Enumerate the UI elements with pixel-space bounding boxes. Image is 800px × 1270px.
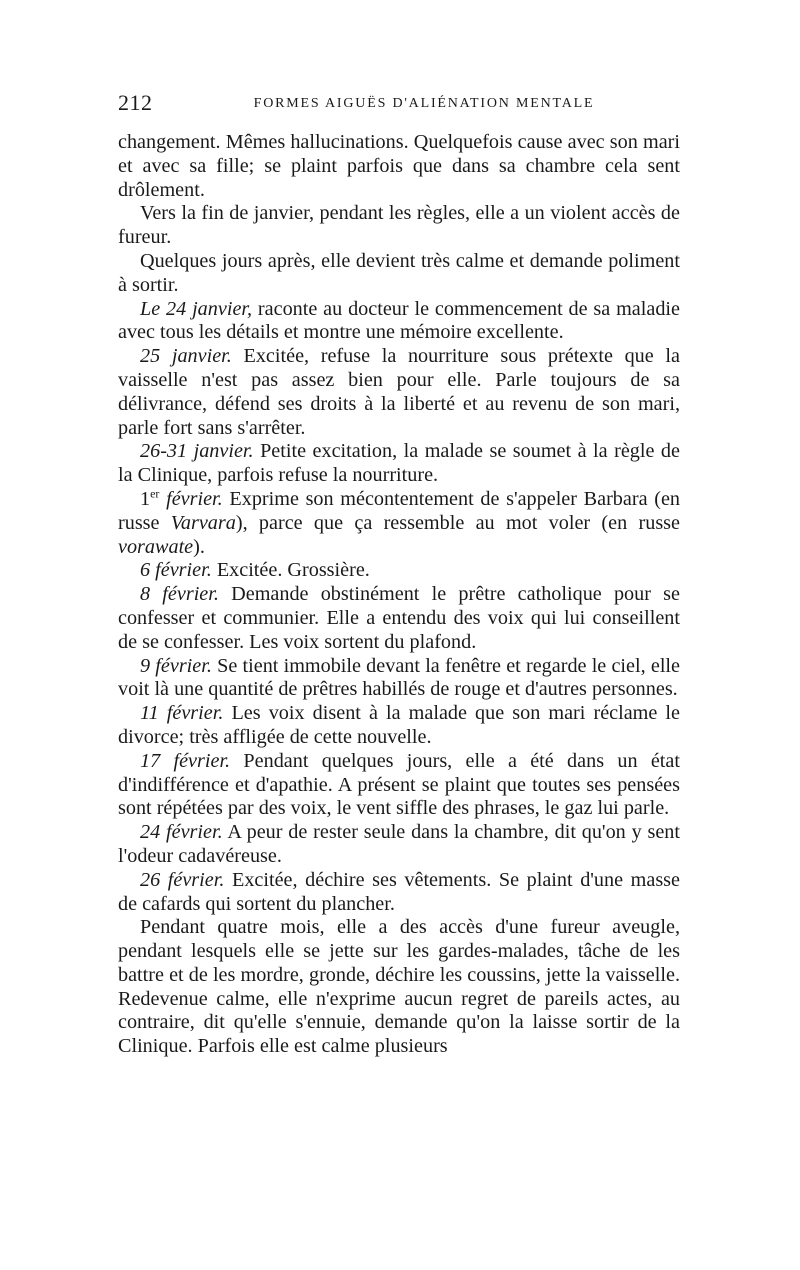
- entry-date: 25 janvier.: [140, 345, 232, 368]
- paragraph: [118, 583, 680, 654]
- entry-date-month: février.: [159, 487, 223, 510]
- paragraph-text: Petite excitation, la malade se soumet à la règle de la Clinique, parfois refuse la nourriture.: [118, 440, 680, 487]
- paragraph: [118, 345, 680, 440]
- paragraph: [118, 655, 680, 703]
- entry-date: 26-31 janvier.: [140, 440, 254, 463]
- entry-date: 24 février.: [140, 821, 223, 844]
- paragraph: [118, 298, 680, 346]
- paragraph-text: ), parce que ça ressemble au mot voler (en russe: [235, 511, 680, 534]
- paragraph-text: Se tient immobile devant la fenêtre et regarde le ciel, elle voit là une quantité de prêtres habillés de rouge et d'autres personnes.: [118, 654, 680, 701]
- entry-date: Le 24 janvier,: [140, 297, 253, 320]
- entry-date: 17 février.: [140, 749, 231, 772]
- paragraph: [118, 750, 680, 821]
- paragraph: [118, 869, 680, 917]
- entry-date: 9 février.: [140, 654, 212, 677]
- paragraph: [118, 131, 680, 202]
- paragraph-text: Demande obstinément le prêtre catholique pour se confesser et communier. Elle a entendu des voix qui lui conseillent de se confesser. Les voix sortent du plafond.: [118, 583, 680, 653]
- paragraph: [118, 559, 680, 583]
- italic-term: vorawate: [118, 535, 194, 558]
- paragraph-text: Quelques jours après, elle devient très calme et demande poliment à sortir.: [118, 249, 680, 296]
- paragraph: [118, 821, 680, 869]
- italic-term: Varvara: [170, 511, 236, 534]
- paragraph: [118, 440, 680, 488]
- entry-date: 6 février.: [140, 559, 212, 582]
- paragraph-text: Excitée, déchire ses vêtements. Se plaint d'une masse de cafards qui sortent du plancher.: [118, 868, 680, 915]
- entry-date: 26 février.: [140, 868, 225, 891]
- entry-date: 11 février.: [140, 702, 224, 725]
- paragraph-text: Exprime son mécontentement de s'appeler Barbara (en russe: [118, 487, 680, 534]
- paragraph-text: Les voix disent à la malade que son mari réclame le divorce; très affligée de cette nouvelle.: [118, 702, 680, 748]
- running-title: FORMES AIGUËS D'ALIÉNATION MENTALE: [253, 96, 595, 111]
- body-text: [118, 131, 680, 1059]
- paragraph: [118, 916, 680, 1059]
- paragraph-text: Excitée, refuse la nourriture sous prétexte que la vaisselle n'est pas assez bien pour elle. Parle toujours de sa délivrance, défend ses droits à la liberté et au revenu de son mari, parle fort sans s'arrêter.: [118, 345, 680, 439]
- page-header: [118, 90, 680, 120]
- paragraph-text: Vers la fin de janvier, pendant les règles, elle a un violent accès de fureur.: [118, 202, 680, 249]
- entry-date-superscript: er: [150, 486, 160, 501]
- paragraph-text: Pendant quatre mois, elle a des accès d'une fureur aveugle, pendant lesquels elle se jette sur les gardes-malades, tâche de les battre et de les mordre, gronde, déchire les coussins, jette la vaisselle. Redevenue calme, elle n'exprime aucun regret de pareils actes, au contraire, dit qu'elle s'ennuie, demande qu'on la laisse sortir de la Clinique. Parfois elle est calme plusieurs: [118, 916, 680, 1058]
- paragraph-text: A peur de rester seule dans la chambre, dit qu'on y sent l'odeur cadavéreuse.: [118, 821, 680, 867]
- paragraph: [118, 202, 680, 250]
- paragraph: [118, 702, 680, 750]
- paragraph-text: Excitée. Grossière.: [211, 559, 370, 582]
- paragraph: [118, 488, 680, 559]
- entry-date: 8 février.: [140, 583, 219, 606]
- paragraph-text: raconte au docteur le commencement de sa maladie avec tous les détails et montre une mémoire excellente.: [118, 297, 680, 344]
- page-number: 212: [118, 90, 153, 115]
- paragraph-text: ).: [193, 535, 205, 558]
- paragraph: [118, 250, 680, 298]
- paragraph-text: Pendant quelques jours, elle a été dans un état d'indifférence et d'apathie. A présent se plaint que toutes ses pensées sont répétées par des voix, le vent siffle des phrases, le gaz lui parle.: [118, 749, 680, 820]
- paragraph-text: changement. Mêmes hallucinations. Quelquefois cause avec son mari et avec sa fille; se plaint parfois que dans sa chambre cela sent drôlement.: [118, 131, 680, 201]
- entry-date-number: 1: [140, 487, 151, 510]
